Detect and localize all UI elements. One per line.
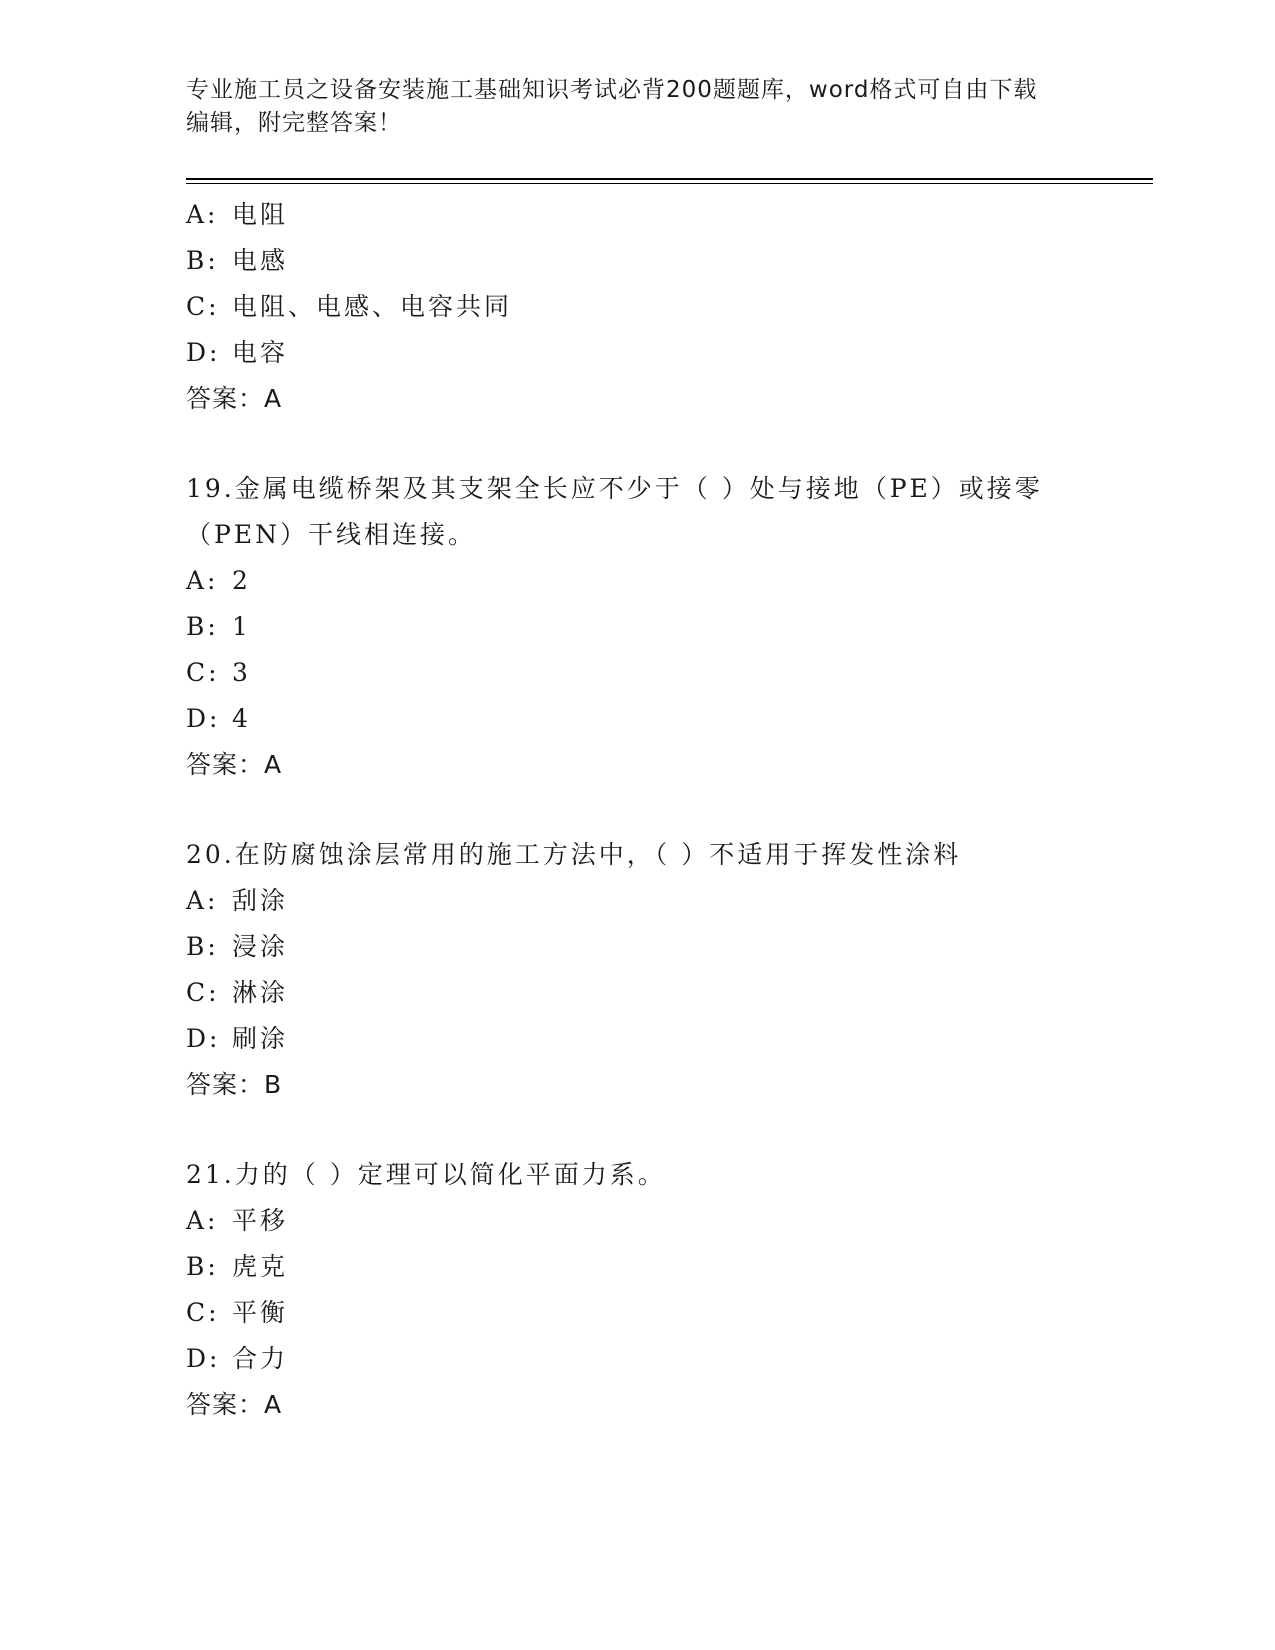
option-b: B: 电感	[186, 246, 289, 275]
option-d: D: 合力	[186, 1344, 289, 1373]
option-a: A: 电阻	[186, 200, 289, 229]
option-d: D: 4	[186, 704, 251, 733]
header-line-2: 编辑，附完整答案！	[186, 110, 402, 136]
option-b: B: 虎克	[186, 1252, 289, 1281]
answer: 答案：B	[186, 1070, 283, 1099]
option-c: C: 平衡	[186, 1298, 289, 1327]
option-b: B: 1	[186, 612, 251, 641]
question-stem: 20.在防腐蚀涂层常用的施工方法中，（ ）不适用于挥发性涂料	[186, 840, 962, 869]
option-a: A: 2	[186, 566, 251, 595]
question-stem: 21.力的（ ）定理可以简化平面力系。	[186, 1160, 666, 1189]
question-partial	[186, 192, 1116, 422]
option-a: A: 平移	[186, 1206, 289, 1235]
question-21	[186, 1152, 1116, 1428]
header-line-1: 专业施工员之设备安装施工基础知识考试必背200题题库，word格式可自由下载	[186, 77, 1038, 103]
option-c: C: 3	[186, 658, 251, 687]
question-stem: 19.金属电缆桥架及其支架全长应不少于（ ）处与接地（PE）或接零	[186, 474, 1043, 503]
option-d: D: 刷涂	[186, 1024, 289, 1053]
option-c: C: 淋涂	[186, 978, 289, 1007]
option-c: C: 电阻、电感、电容共同	[186, 292, 513, 321]
header-rule-thin	[186, 183, 1153, 184]
option-a: A: 刮涂	[186, 886, 289, 915]
question-19	[186, 466, 1116, 788]
question-20	[186, 832, 1116, 1108]
option-b: B: 浸涂	[186, 932, 289, 961]
question-list	[186, 192, 1116, 1428]
option-d: D: 电容	[186, 338, 289, 367]
header-rule-thick	[186, 178, 1153, 180]
question-stem-continued: （PEN）干线相连接。	[186, 520, 476, 549]
answer: 答案：A	[186, 1390, 283, 1419]
document-header	[186, 74, 1086, 140]
answer: 答案：A	[186, 384, 283, 413]
answer: 答案：A	[186, 750, 283, 779]
